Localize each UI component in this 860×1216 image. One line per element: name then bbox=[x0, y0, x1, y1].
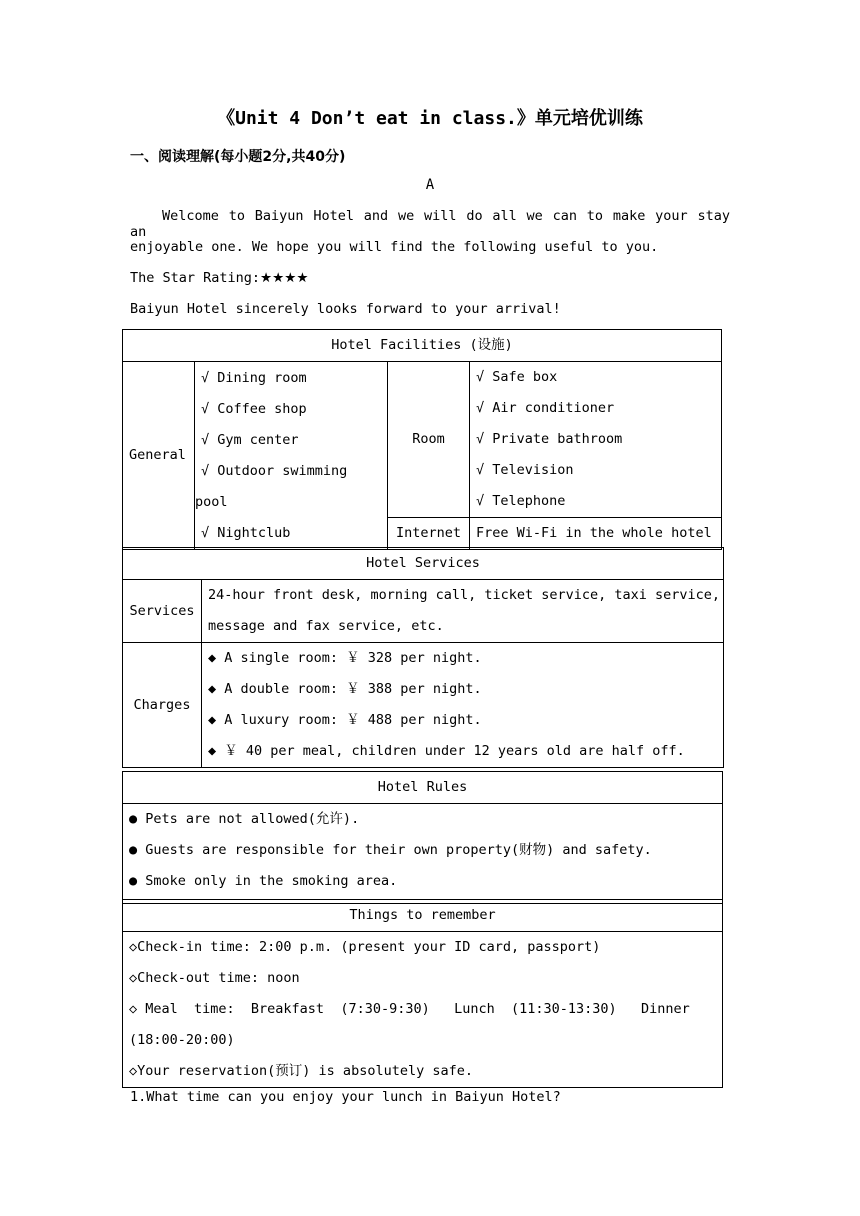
star-rating bbox=[130, 270, 308, 286]
room-items bbox=[470, 362, 722, 518]
passage-label: A bbox=[425, 177, 435, 193]
services-table bbox=[122, 547, 724, 768]
services-line: message and fax service, etc. bbox=[208, 618, 444, 634]
services-value bbox=[202, 580, 724, 643]
services-line: 24-hour front desk, morning call, ticket service, taxi service, bbox=[208, 587, 721, 603]
remember-item: ◇Check-out time: noon bbox=[129, 970, 300, 986]
room-label: Room bbox=[388, 362, 470, 518]
general-item: √ Outdoor swimming bbox=[201, 462, 348, 479]
intro-line-1: Welcome to Baiyun Hotel and we will do all we can to make your stay an bbox=[130, 208, 730, 240]
room-item: √ Television bbox=[476, 462, 574, 478]
rules-header: Hotel Rules bbox=[123, 772, 723, 804]
star-rating-label: The Star Rating: bbox=[130, 270, 261, 286]
room-item: √ Air conditioner bbox=[476, 400, 615, 416]
general-item: √ Dining room bbox=[201, 369, 307, 386]
services-label: Services bbox=[123, 580, 202, 643]
room-item: √ Telephone bbox=[476, 493, 566, 509]
rule-item: ● Pets are not allowed(允许). bbox=[129, 811, 360, 827]
rule-item: ● Smoke only in the smoking area. bbox=[129, 873, 398, 889]
section-heading: 一、阅读理解(每小题2分,共40分) bbox=[130, 149, 346, 165]
remember-table bbox=[122, 899, 723, 1088]
room-item: √ Private bathroom bbox=[476, 431, 623, 447]
remember-item: ◇Your reservation(预订) is absolutely safe. bbox=[129, 1063, 473, 1079]
remember-header: Things to remember bbox=[123, 900, 723, 932]
remember-item: ◇Check-in time: 2:00 p.m. (present your ID card, passport) bbox=[129, 939, 601, 955]
charges-value bbox=[202, 643, 724, 768]
internet-value: Free Wi-Fi in the whole hotel bbox=[470, 518, 722, 550]
charge-item: ◆ A luxury room: ￥ 488 per night. bbox=[208, 712, 482, 728]
remember-item: ◇ Meal time: Breakfast (7:30-9:30) Lunch (11:30-13:30) Dinner bbox=[129, 1001, 690, 1017]
charge-item: ◆ A double room: ￥ 388 per night. bbox=[208, 681, 482, 697]
charge-item: ◆ ￥ 40 per meal, children under 12 years old are half off. bbox=[208, 743, 685, 759]
rule-item: ● Guests are responsible for their own property(财物) and safety. bbox=[129, 842, 652, 858]
room-item: √ Safe box bbox=[476, 369, 558, 385]
internet-label: Internet bbox=[388, 518, 470, 550]
remember-item: (18:00-20:00) bbox=[129, 1032, 235, 1048]
star-icons: ★★★★ bbox=[260, 270, 309, 286]
intro-line-4: Baiyun Hotel sincerely looks forward to your arrival! bbox=[130, 301, 561, 317]
rules-items bbox=[123, 804, 723, 904]
general-item: √ Nightclub bbox=[201, 524, 291, 541]
charge-item: ◆ A single room: ￥ 328 per night. bbox=[208, 650, 482, 666]
general-item: √ Coffee shop bbox=[201, 400, 307, 417]
general-label: General bbox=[123, 362, 195, 550]
intro-line-2: enjoyable one. We hope you will find the following useful to you. bbox=[130, 239, 659, 255]
general-item: √ Gym center bbox=[201, 431, 299, 448]
rules-table bbox=[122, 771, 723, 904]
facilities-table bbox=[122, 329, 722, 550]
charges-label: Charges bbox=[123, 643, 202, 768]
general-item: pool bbox=[195, 493, 228, 510]
facilities-header: Hotel Facilities (设施) bbox=[123, 330, 722, 362]
remember-items bbox=[123, 932, 723, 1088]
question-1: 1.What time can you enjoy your lunch in Baiyun Hotel? bbox=[130, 1089, 561, 1105]
page-title: 《Unit 4 Don’t eat in class.》单元培优训练 bbox=[217, 108, 643, 129]
services-header: Hotel Services bbox=[123, 548, 724, 580]
general-items bbox=[195, 362, 388, 550]
